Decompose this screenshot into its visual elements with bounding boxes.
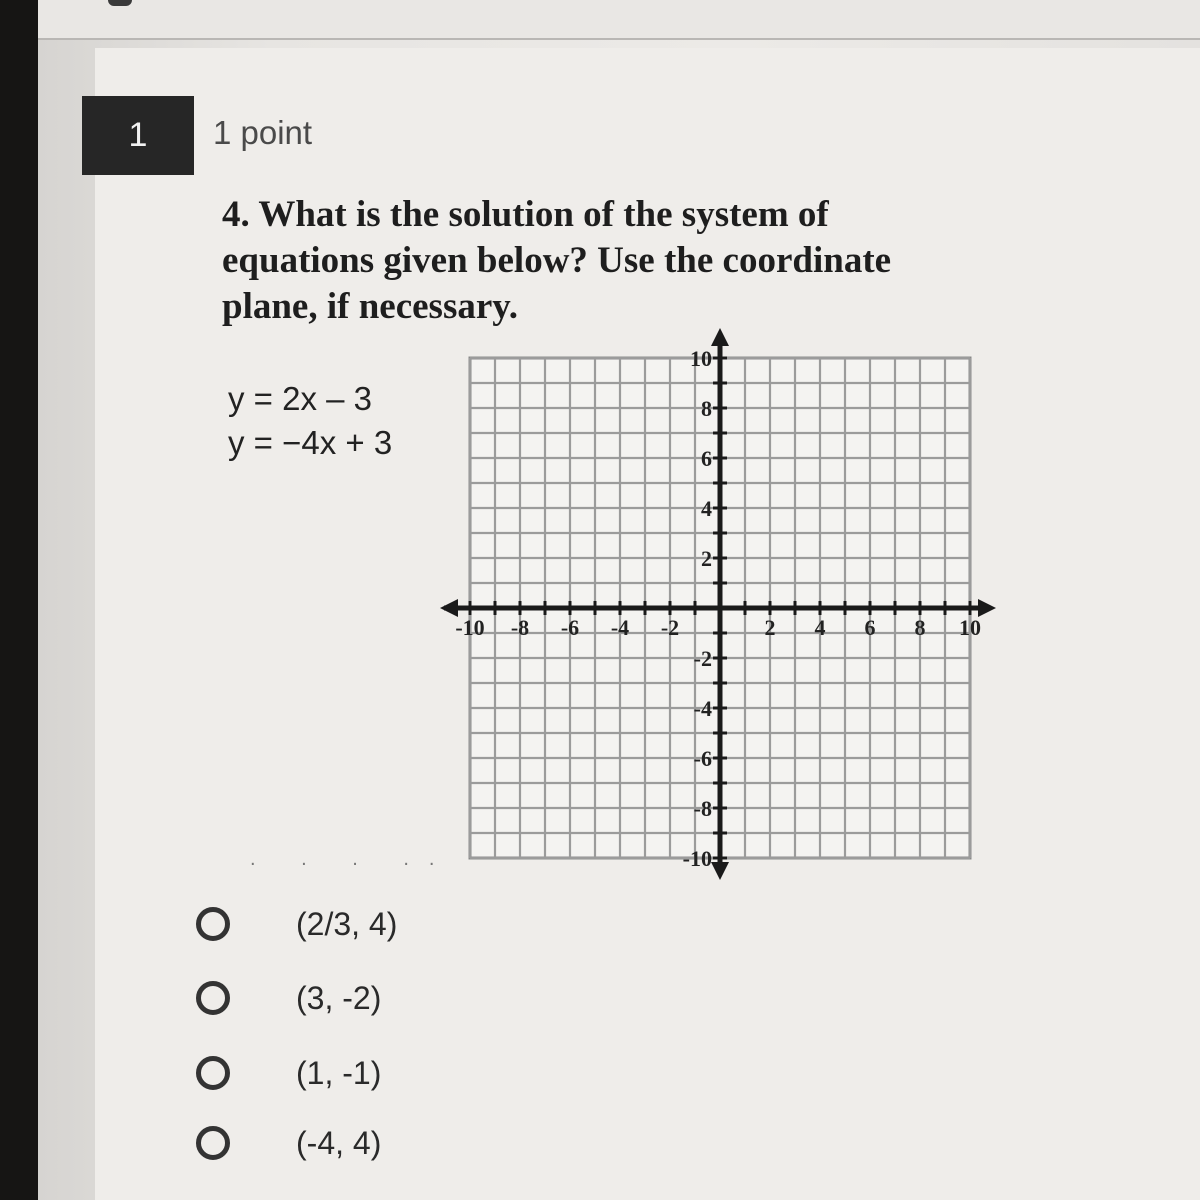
- option-label: (1, -1): [296, 1054, 382, 1091]
- option-1[interactable]: [196, 899, 397, 949]
- x-tick-label: -10: [455, 615, 485, 640]
- faded-marks: . . . ..: [250, 848, 455, 870]
- question-text: 4. What is the solution of the system of equations given below? Use the coordinate plane, if necessary.: [222, 194, 892, 327]
- y-tick-label: -8: [693, 796, 712, 821]
- option-label: (3, -2): [296, 979, 382, 1016]
- option-2[interactable]: [196, 973, 381, 1023]
- y-axis-arrow-down: [711, 862, 729, 880]
- y-tick-label: 10: [690, 346, 712, 371]
- top-bar: [38, 0, 1200, 40]
- y-tick-label: 4: [701, 496, 712, 521]
- y-tick-label: 6: [701, 446, 712, 471]
- option-4[interactable]: [196, 1118, 381, 1168]
- x-tick-label: 10: [959, 615, 981, 640]
- y-tick-label: -4: [693, 696, 712, 721]
- question-number-badge: 1: [82, 96, 194, 175]
- y-tick-label: 2: [701, 546, 712, 571]
- x-tick-label: -8: [510, 615, 530, 640]
- equation-2: y = −4x + 3: [228, 424, 393, 461]
- y-axis-arrow-up: [711, 328, 729, 346]
- option-label: (2/3, 4): [296, 905, 398, 942]
- question-points: 1 point: [213, 114, 313, 151]
- x-tick-label: 6: [864, 615, 876, 640]
- radio-button[interactable]: [196, 1056, 230, 1090]
- y-tick-label: -6: [693, 746, 712, 771]
- radio-button[interactable]: [196, 1126, 230, 1160]
- radio-button[interactable]: [196, 907, 230, 941]
- y-tick-label: -10: [682, 846, 712, 871]
- option-label: (-4, 4): [296, 1124, 382, 1161]
- x-tick-label: 8: [914, 615, 926, 640]
- radio-button[interactable]: [196, 981, 230, 1015]
- equation-1: y = 2x – 3: [228, 380, 373, 417]
- x-tick-label: -6: [560, 615, 580, 640]
- x-tick-label: 4: [814, 615, 826, 640]
- coordinate-plane: [440, 324, 1000, 884]
- x-tick-label: -4: [610, 615, 630, 640]
- option-3[interactable]: [196, 1048, 381, 1098]
- y-tick-label: -2: [693, 646, 712, 671]
- x-tick-label: -2: [660, 615, 680, 640]
- y-tick-label: 8: [701, 396, 712, 421]
- logo-fragment: [108, 0, 132, 6]
- x-tick-label: 2: [764, 615, 776, 640]
